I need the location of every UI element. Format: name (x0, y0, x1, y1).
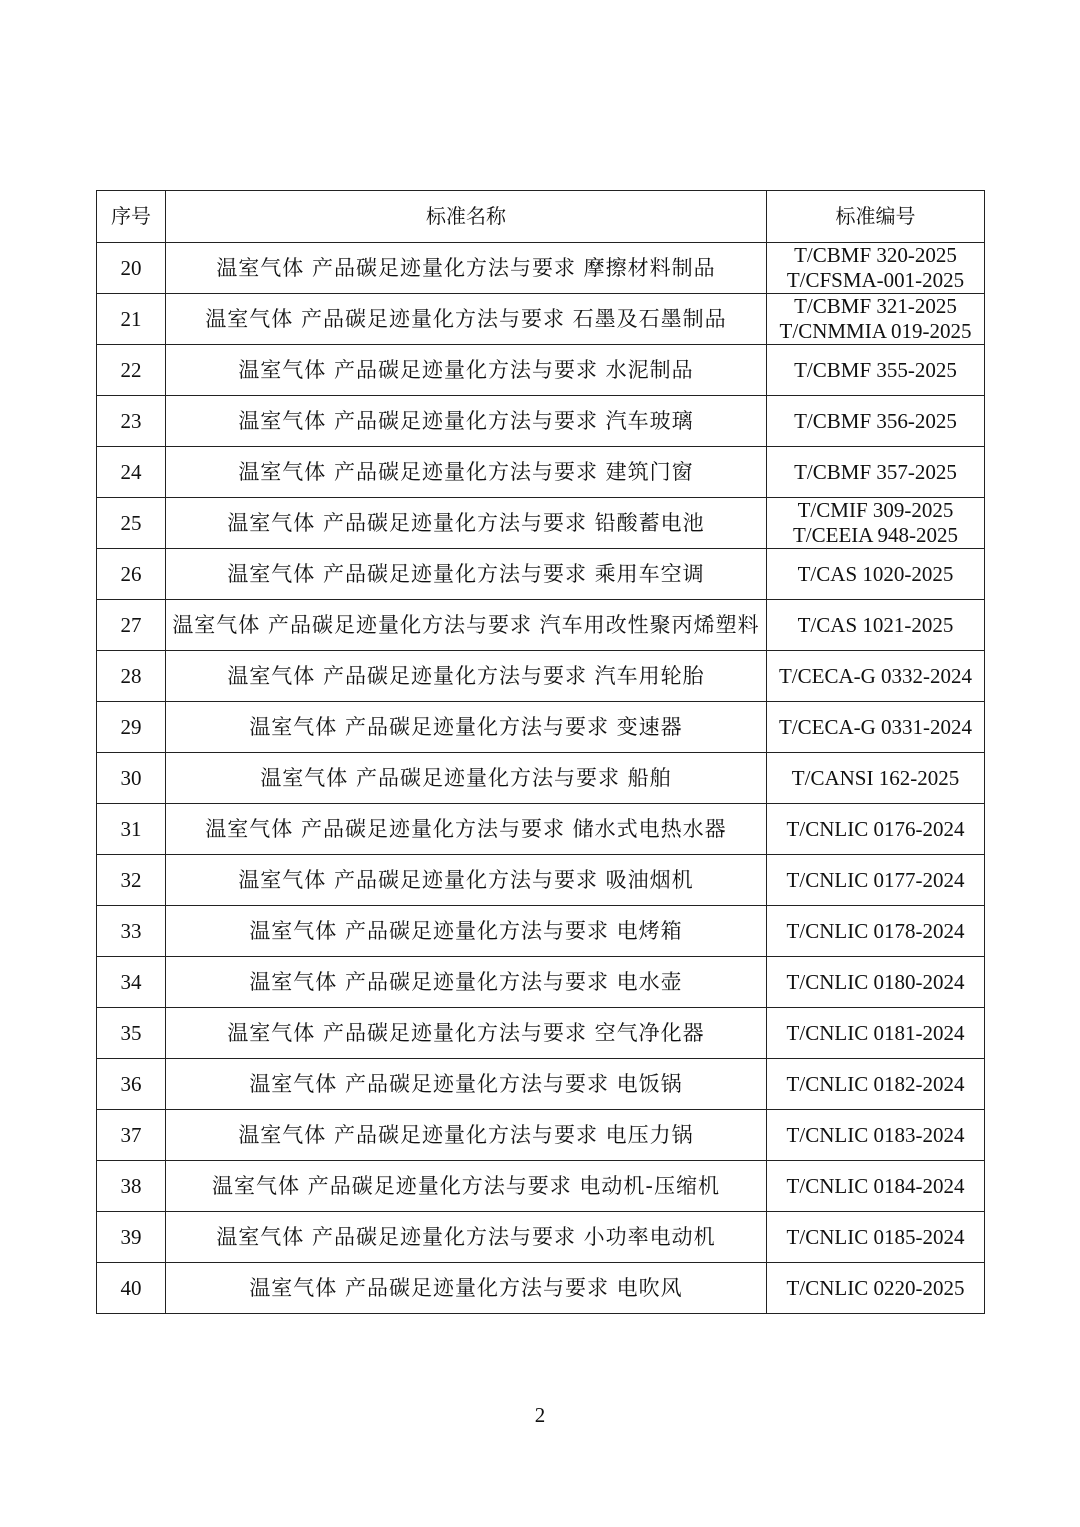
row-standard-code (767, 855, 985, 906)
row-standard-name: 温室气体 产品碳足迹量化方法与要求 电饭锅 (166, 1059, 767, 1110)
standard-code-line: T/CNLIC 0185-2024 (786, 1224, 965, 1249)
table-row (97, 294, 985, 345)
row-standard-name: 温室气体 产品碳足迹量化方法与要求 吸油烟机 (166, 855, 767, 906)
header-serial-number: 序号 (97, 191, 166, 243)
table-row (97, 1110, 985, 1161)
row-standard-name: 温室气体 产品碳足迹量化方法与要求 铅酸蓄电池 (166, 498, 767, 549)
row-standard-code (767, 600, 985, 651)
row-standard-name: 温室气体 产品碳足迹量化方法与要求 水泥制品 (166, 345, 767, 396)
row-serial-number: 26 (97, 549, 166, 600)
row-standard-code (767, 1059, 985, 1110)
row-standard-code (767, 1008, 985, 1059)
row-standard-code (767, 753, 985, 804)
row-standard-name: 温室气体 产品碳足迹量化方法与要求 汽车玻璃 (166, 396, 767, 447)
standard-code-line: T/CBMF 321-2025 (794, 294, 957, 318)
row-standard-code (767, 1263, 985, 1314)
table-header-row (97, 191, 985, 243)
table-row (97, 1212, 985, 1263)
table-row (97, 1059, 985, 1110)
row-standard-code (767, 804, 985, 855)
standard-code-line: T/CMIF 309-2025 (797, 498, 954, 522)
table-row (97, 498, 985, 549)
row-standard-code (767, 549, 985, 600)
row-serial-number: 31 (97, 804, 166, 855)
row-standard-code (767, 243, 985, 294)
row-standard-code (767, 906, 985, 957)
row-serial-number: 25 (97, 498, 166, 549)
row-standard-name: 温室气体 产品碳足迹量化方法与要求 小功率电动机 (166, 1212, 767, 1263)
standards-table (96, 190, 985, 1314)
table-row (97, 600, 985, 651)
row-standard-name: 温室气体 产品碳足迹量化方法与要求 汽车用改性聚丙烯塑料 (166, 600, 767, 651)
row-serial-number: 33 (97, 906, 166, 957)
row-serial-number: 38 (97, 1161, 166, 1212)
row-standard-code (767, 345, 985, 396)
table-row (97, 1263, 985, 1314)
table-row (97, 804, 985, 855)
row-serial-number: 29 (97, 702, 166, 753)
row-standard-name: 温室气体 产品碳足迹量化方法与要求 汽车用轮胎 (166, 651, 767, 702)
row-serial-number: 40 (97, 1263, 166, 1314)
standard-code-line: T/CECA-G 0332-2024 (778, 663, 973, 688)
row-standard-name: 温室气体 产品碳足迹量化方法与要求 空气净化器 (166, 1008, 767, 1059)
standard-code-line: T/CBMF 356-2025 (794, 408, 957, 433)
table-row (97, 855, 985, 906)
table-row (97, 651, 985, 702)
table-row (97, 702, 985, 753)
standard-code-line: T/CFSMA-001-2025 (786, 268, 965, 292)
standard-code-line: T/CNLIC 0177-2024 (786, 867, 965, 892)
standard-code-line: T/CAS 1020-2025 (797, 561, 954, 586)
table-row (97, 1008, 985, 1059)
table-row (97, 549, 985, 600)
header-standard-name: 标准名称 (166, 191, 767, 243)
table-row (97, 345, 985, 396)
row-serial-number: 34 (97, 957, 166, 1008)
row-standard-code (767, 651, 985, 702)
row-standard-name: 温室气体 产品碳足迹量化方法与要求 变速器 (166, 702, 767, 753)
standard-code-line: T/CANSI 162-2025 (791, 765, 960, 790)
row-standard-code (767, 957, 985, 1008)
row-serial-number: 27 (97, 600, 166, 651)
row-standard-name: 温室气体 产品碳足迹量化方法与要求 船舶 (166, 753, 767, 804)
standard-code-line: T/CNLIC 0220-2025 (786, 1275, 965, 1300)
standard-code-line: T/CNLIC 0182-2024 (786, 1071, 965, 1096)
table-row (97, 906, 985, 957)
row-standard-name: 温室气体 产品碳足迹量化方法与要求 建筑门窗 (166, 447, 767, 498)
standard-code-line: T/CECA-G 0331-2024 (778, 714, 973, 739)
standard-code-line: T/CNLIC 0176-2024 (786, 816, 965, 841)
standard-code-line: T/CNMMIA 019-2025 (779, 319, 972, 343)
row-serial-number: 36 (97, 1059, 166, 1110)
standard-code-line: T/CNLIC 0183-2024 (786, 1122, 965, 1147)
standard-code-line: T/CBMF 357-2025 (794, 459, 957, 484)
row-standard-code (767, 498, 985, 549)
standard-code-line: T/CNLIC 0180-2024 (786, 969, 965, 994)
table-row (97, 1161, 985, 1212)
row-serial-number: 24 (97, 447, 166, 498)
row-standard-name: 温室气体 产品碳足迹量化方法与要求 电压力锅 (166, 1110, 767, 1161)
table-body (97, 243, 985, 1314)
row-serial-number: 39 (97, 1212, 166, 1263)
row-standard-name: 温室气体 产品碳足迹量化方法与要求 电动机-压缩机 (166, 1161, 767, 1212)
row-standard-code (767, 447, 985, 498)
row-serial-number: 23 (97, 396, 166, 447)
row-serial-number: 28 (97, 651, 166, 702)
row-serial-number: 32 (97, 855, 166, 906)
row-serial-number: 22 (97, 345, 166, 396)
row-standard-code (767, 702, 985, 753)
row-standard-name: 温室气体 产品碳足迹量化方法与要求 摩擦材料制品 (166, 243, 767, 294)
row-standard-name: 温室气体 产品碳足迹量化方法与要求 储水式电热水器 (166, 804, 767, 855)
row-serial-number: 35 (97, 1008, 166, 1059)
row-standard-name: 温室气体 产品碳足迹量化方法与要求 乘用车空调 (166, 549, 767, 600)
row-standard-name: 温室气体 产品碳足迹量化方法与要求 石墨及石墨制品 (166, 294, 767, 345)
standard-code-line: T/CBMF 320-2025 (794, 243, 957, 267)
standard-code-line: T/CBMF 355-2025 (794, 357, 957, 382)
row-standard-code (767, 1212, 985, 1263)
row-standard-code (767, 1110, 985, 1161)
standard-code-line: T/CEEIA 948-2025 (792, 523, 959, 547)
row-standard-code (767, 294, 985, 345)
table-row (97, 243, 985, 294)
row-serial-number: 37 (97, 1110, 166, 1161)
row-serial-number: 20 (97, 243, 166, 294)
row-standard-name: 温室气体 产品碳足迹量化方法与要求 电吹风 (166, 1263, 767, 1314)
row-serial-number: 30 (97, 753, 166, 804)
row-standard-name: 温室气体 产品碳足迹量化方法与要求 电水壶 (166, 957, 767, 1008)
standard-code-line: T/CNLIC 0184-2024 (786, 1173, 965, 1198)
header-standard-code: 标准编号 (767, 191, 985, 243)
table-row (97, 396, 985, 447)
table-row (97, 753, 985, 804)
standard-code-line: T/CNLIC 0178-2024 (786, 918, 965, 943)
page-number: 2 (534, 1403, 546, 1427)
row-standard-code (767, 1161, 985, 1212)
table-row (97, 957, 985, 1008)
standard-code-line: T/CAS 1021-2025 (797, 612, 954, 637)
row-standard-name: 温室气体 产品碳足迹量化方法与要求 电烤箱 (166, 906, 767, 957)
row-standard-code (767, 396, 985, 447)
table-row (97, 447, 985, 498)
row-serial-number: 21 (97, 294, 166, 345)
standard-code-line: T/CNLIC 0181-2024 (786, 1020, 965, 1045)
